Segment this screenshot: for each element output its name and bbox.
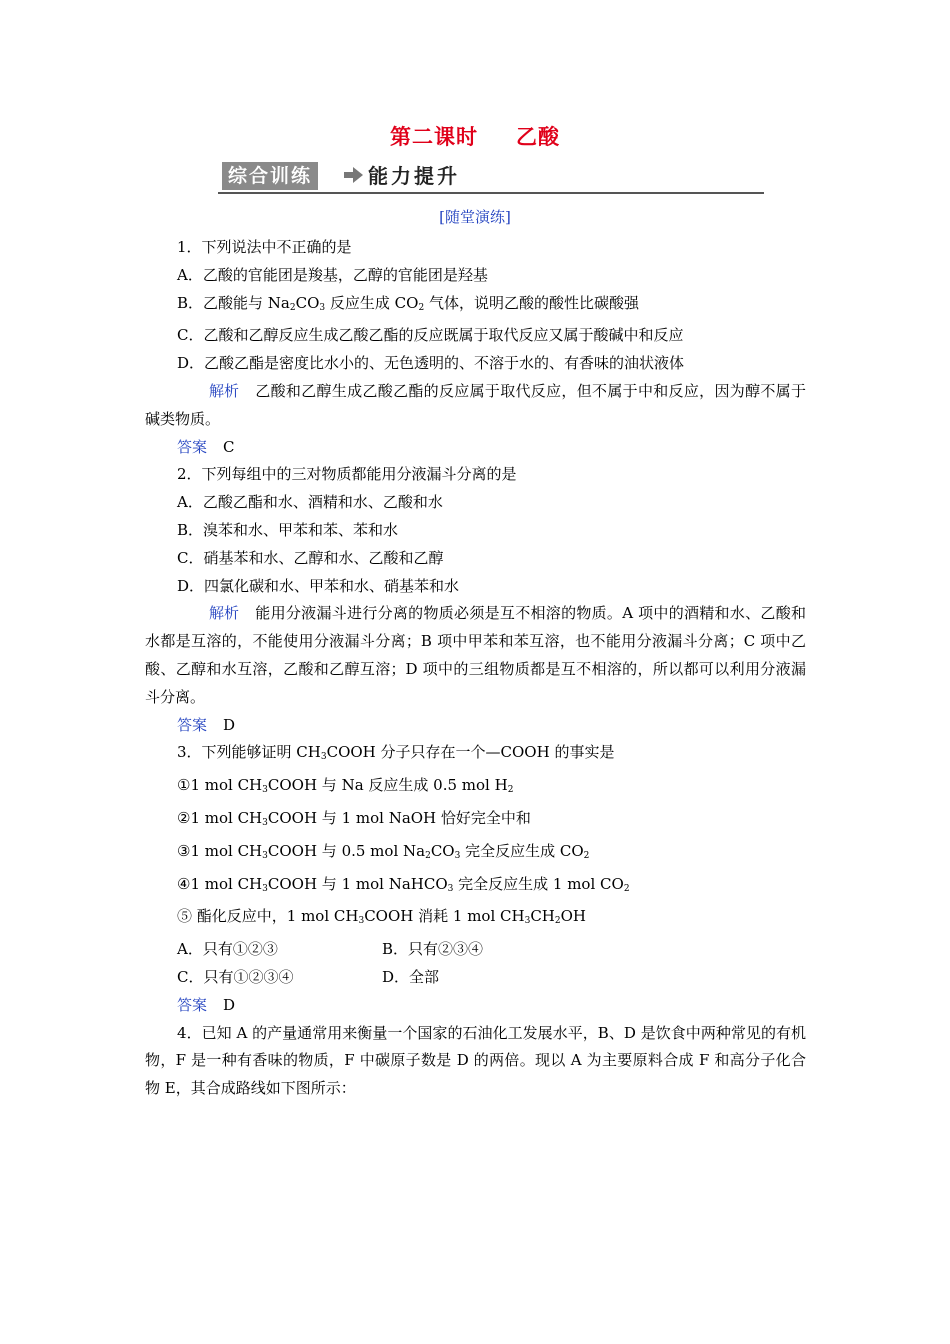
answer-label: 答案 (177, 437, 208, 456)
q3-option-b: B．只有②③④ (382, 940, 484, 959)
section-banner (218, 160, 764, 194)
q1-option-d: D．乙酸乙酯是密度比水小的、无色透明的、不溶于水的、有香味的油状液体 (177, 354, 685, 373)
title-part1: 第二课时 (390, 125, 478, 149)
q1-stem: 1．下列说法中不正确的是 (177, 238, 352, 256)
analysis-label: 解析 (209, 604, 240, 623)
q3-option-a: A．只有①②③ (177, 940, 278, 959)
banner-left-label: 综合训练 (222, 162, 318, 190)
q2-analysis: 解析 能用分液漏斗进行分离的物质必须是互不相溶的物质。A 项中的酒精和水、乙酸和水都是互溶的，不能使用分液漏斗分离；B 项中甲苯和苯互溶，也不能用分液漏斗分离；C 项中乙酸、乙醇和水互溶，乙酸和乙醇互溶；D 项中的三组物质都是互不相溶的，所以都可以利用分液漏斗分离。 (145, 600, 806, 711)
q1-option-b: B．乙酸能与 $Na_2CO_3$ 反应生成 $CO_2$ 气体，说明乙酸的酸性比碳酸强 (177, 293, 639, 313)
q3-item-5: ⑤ 酯化反应中，1 mol $CH_3COOH$ 消耗 1 mol $CH_3CH_2OH$ (177, 907, 587, 927)
answer-label: 答案 (177, 995, 208, 1014)
q2-option-b: B．溴苯和水、甲苯和苯、苯和水 (177, 520, 399, 539)
q2-stem: 2．下列每组中的三对物质都能用分液漏斗分离的是 (177, 465, 517, 484)
q3-item-3: ③1 mol $CH_3COOH$ 与 0.5 mol $Na_2CO_3$ 完全反应生成 $CO_2$ (177, 841, 590, 861)
q4-stem: 4．已知 A 的产量通常用来衡量一个国家的石油化工发展水平，B、D 是饮食中两种常见的有机物，F 是一种有香味的物质，F 中碳原子数是 D 的两倍。现以 A 为主要原料合成 F 和高分子化合物 E，其合成路线如下图所示： (145, 1023, 806, 1098)
q1-answer: 答案 C (145, 434, 806, 462)
q1-option-a: A．乙酸的官能团是羧基，乙醇的官能团是羟基 (177, 265, 488, 284)
section-label: [随堂演练] (439, 208, 511, 226)
q3-option-c: C．只有①②③④ (177, 967, 294, 986)
q1-analysis: 解析 乙酸和乙醇生成乙酸乙酯的反应属于取代反应，但不属于中和反应，因为醇不属于碱类物质。 (145, 378, 806, 434)
title-part2: 乙酸 (516, 125, 560, 149)
question-content (145, 234, 806, 1103)
page-title (0, 121, 950, 151)
q1-option-c: C．乙酸和乙醇反应生成乙酸乙酯的反应既属于取代反应又属于酸碱中和反应 (177, 326, 684, 345)
q2-option-c: C．硝基苯和水、乙醇和水、乙酸和乙醇 (177, 548, 444, 567)
q3-options-ab (145, 936, 806, 964)
q3-options-cd (145, 964, 806, 992)
q2-answer: 答案 D (145, 712, 806, 740)
q3-item-1: ①1 mol $CH_3COOH$ 与 Na 反应生成 0.5 mol $H_2$ (177, 776, 514, 796)
q3-item-4: ④1 mol $CH_3COOH$ 与 1 mol NaHCO$_3$ 完全反应生成 1 mol $CO_2$ (177, 874, 630, 894)
q3-option-d: D．全部 (382, 967, 440, 986)
q3-item-2: ②1 mol $CH_3COOH$ 与 1 mol NaOH 恰好完全中和 (177, 808, 531, 828)
analysis-label: 解析 (209, 381, 240, 400)
banner-rule (218, 192, 764, 194)
q3-answer: 答案 D (145, 992, 806, 1020)
arrow-right-icon (342, 164, 364, 186)
banner-right-label: 能力提升 (368, 164, 460, 188)
answer-label: 答案 (177, 715, 208, 734)
q2-option-d: D．四氯化碳和水、甲苯和水、硝基苯和水 (177, 576, 460, 595)
q3-stem: 3．下列能够证明 $CH_3COOH$ 分子只存在一个—COOH 的事实是 (177, 743, 615, 763)
q2-option-a: A．乙酸乙酯和水、酒精和水、乙酸和水 (177, 493, 443, 512)
